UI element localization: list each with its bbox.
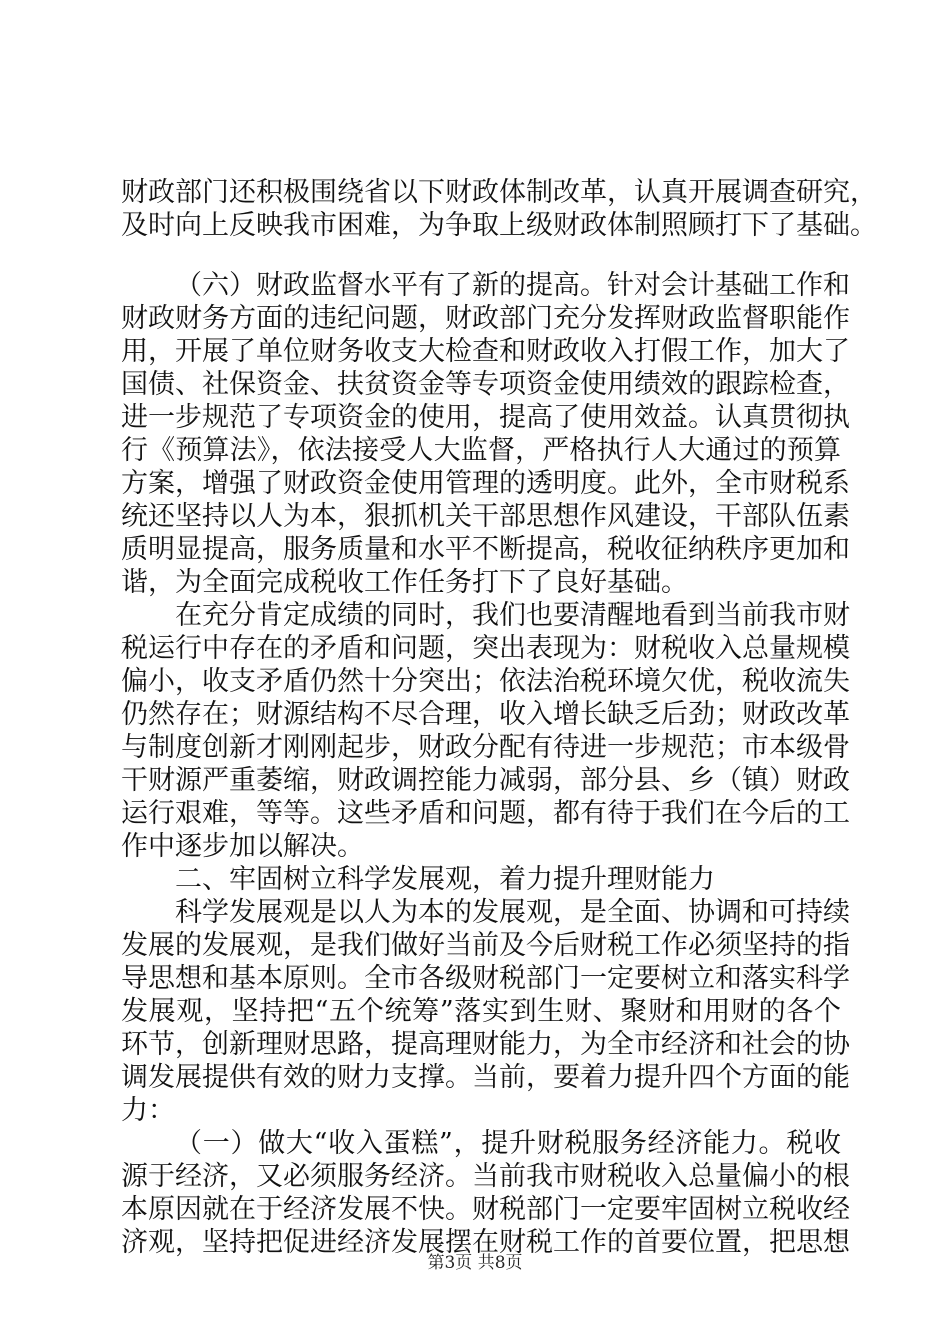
- body-text-line: 力：: [121, 1095, 175, 1126]
- body-text-line: 导思想和基本原则。全市各级财税部门一定要树立和落实科学: [121, 963, 850, 994]
- paragraph-first-line: 在充分肯定成绩的同时，我们也要清醒地看到当前我市财: [175, 600, 850, 631]
- page-footer: 第3页 共8页: [427, 1253, 523, 1273]
- paragraph-first-line: （一）做大“收入蛋糕”，提升财税服务经济能力。税收: [175, 1128, 841, 1159]
- body-text-line: 作中逐步加以解决。: [121, 831, 364, 862]
- paragraph-first-line: 科学发展观是以人为本的发展观，是全面、协调和可持续: [175, 897, 850, 928]
- body-text-line: 源于经济，又必须服务经济。当前我市财税收入总量偏小的根: [121, 1161, 850, 1192]
- body-text-line: 方案，增强了财政资金使用管理的透明度。此外，全市财税系: [121, 468, 850, 499]
- body-text-line: 本原因就在于经济发展不快。财税部门一定要牢固树立税收经: [121, 1194, 850, 1225]
- body-text-line: 仍然存在；财源结构不尽合理，收入增长缺乏后劲；财政改革: [121, 699, 850, 730]
- body-text-line: 环节，创新理财思路，提高理财能力，为全市经济和社会的协: [121, 1029, 850, 1060]
- body-text-line: 发展的发展观，是我们做好当前及今后财税工作必须坚持的指: [121, 930, 850, 961]
- body-text-line: 运行艰难，等等。这些矛盾和问题，都有待于我们在今后的工: [121, 798, 850, 829]
- body-text-line: 干财源严重萎缩，财政调控能力减弱，部分县、乡（镇）财政: [121, 765, 850, 796]
- body-text-line: 及时向上反映我市困难，为争取上级财政体制照顾打下了基础。: [121, 210, 877, 241]
- body-text-line: 用，开展了单位财务收支大检查和财政收入打假工作，加大了: [121, 336, 850, 367]
- body-text-line: 国债、社保资金、扶贫资金等专项资金使用绩效的跟踪检查，: [121, 369, 850, 400]
- body-text-line: 税运行中存在的矛盾和问题，突出表现为：财税收入总量规模: [121, 633, 850, 664]
- body-text-line: 调发展提供有效的财力支撑。当前，要着力提升四个方面的能: [121, 1062, 850, 1093]
- body-text-line: 进一步规范了专项资金的使用，提高了使用效益。认真贯彻执: [121, 402, 850, 433]
- body-text-line: 财政财务方面的违纪问题，财政部门充分发挥财政监督职能作: [121, 303, 850, 334]
- body-text-line: 财政部门还积极围绕省以下财政体制改革，认真开展调查研究，: [121, 177, 877, 208]
- paragraph-first-line: （六）财政监督水平有了新的提高。针对会计基础工作和: [175, 270, 850, 301]
- body-text-line: 偏小，收支矛盾仍然十分突出；依法治税环境欠优，税收流失: [121, 666, 850, 697]
- body-text-line: 统还坚持以人为本，狠抓机关干部思想作风建设，干部队伍素: [121, 501, 850, 532]
- body-text-line: 行《预算法》，依法接受人大监督，严格执行人大通过的预算: [121, 435, 841, 466]
- section-heading: 二、牢固树立科学发展观，着力提升理财能力: [175, 864, 715, 895]
- body-text-line: 发展观，坚持把“五个统筹”落实到生财、聚财和用财的各个: [121, 996, 841, 1027]
- body-text-line: 谐，为全面完成税收工作任务打下了良好基础。: [121, 567, 688, 598]
- body-text-line: 济观，坚持把促进经济发展摆在财税工作的首要位置，把思想: [121, 1227, 850, 1258]
- body-text-line: 质明显提高，服务质量和水平不断提高，税收征纳秩序更加和: [121, 534, 850, 565]
- body-text-line: 与制度创新才刚刚起步，财政分配有待进一步规范；市本级骨: [121, 732, 850, 763]
